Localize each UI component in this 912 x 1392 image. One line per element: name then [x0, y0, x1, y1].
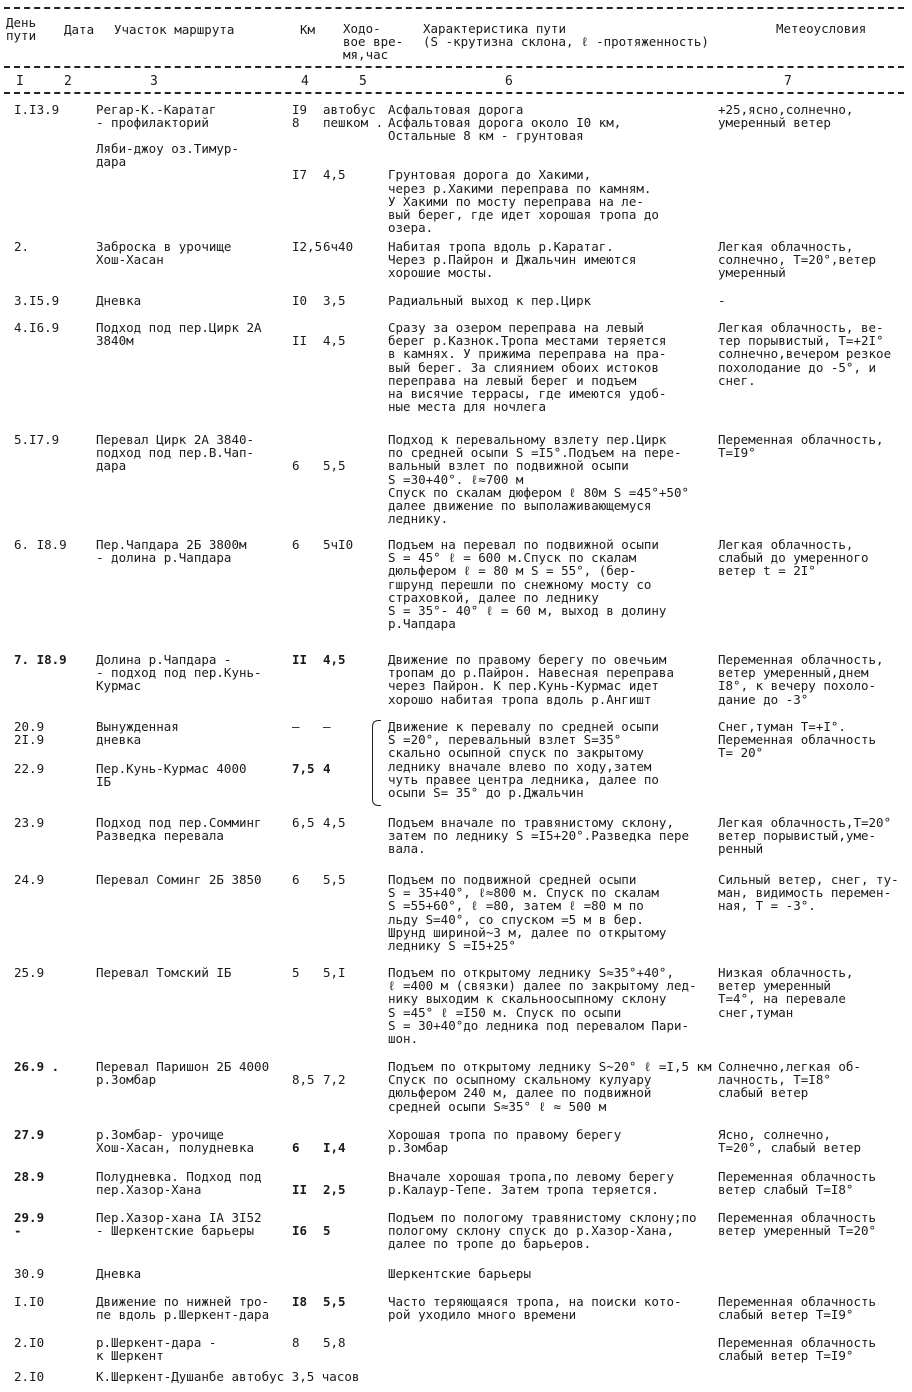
km-cell: 6	[292, 872, 300, 887]
numbers-rule	[4, 92, 904, 94]
km-cell: II	[292, 652, 308, 667]
path-characteristics-cell: Радиальный выход к пер.Цирк	[388, 293, 592, 308]
path-characteristics-cell: Хорошая тропа по правому берегу р.Зомбар	[388, 1127, 622, 1156]
time-cell: 5,5	[323, 872, 346, 887]
day-date-cell: 2.I0	[14, 1335, 45, 1350]
weather-cell: -	[718, 293, 726, 308]
time-cell: 5,5	[323, 458, 346, 474]
km-cell: 8,5	[292, 1072, 315, 1088]
day-date-cell: 23.9	[14, 815, 45, 830]
route-section-cell: Заброска в урочище Хош-Хасан	[96, 239, 232, 268]
km-cell: I8	[292, 1294, 308, 1309]
route-section-cell: р.Зомбар- урочище Хош-Хасан, полудневка	[96, 1127, 255, 1156]
path-characteristics-cell: Подход к перевальному взлету пер.Цирк по средней осыпи S =I5°.Подъем на пере- вальный взлет по подвижной осыпи S =30+40°. ℓ≈700 м Спуск по скалам дюфером ℓ 80м S =45°+50° далее движение по выполаживающемуся леднику.	[388, 432, 690, 527]
time-cell: —	[323, 719, 331, 734]
day-date-cell: 2.	[14, 239, 30, 254]
route-section-cell: Движение по нижней тро- пе вдоль р.Шеркент-дара	[96, 1294, 270, 1323]
day-date-cell: 20.9 2I.9	[14, 719, 45, 748]
km-cell: I9 8	[292, 102, 308, 131]
path-characteristics-cell: Шеркентские барьеры	[388, 1266, 531, 1281]
weather-cell: Переменная облачность, ветер умеренный,днем I8°, к вечеру похоло- дание до -3°	[718, 652, 884, 707]
route-section-cell: Долина р.Чапдара - - подход под пер.Кунь- Курмас	[96, 652, 262, 694]
weather-cell: Ясно, солнечно, Т=20°, слабый ветер	[718, 1127, 861, 1156]
day-date-cell: 5.I7.9	[14, 432, 60, 447]
weather-cell: Легкая облачность,Т=20° ветер порывистый,уме- ренный	[718, 815, 892, 857]
path-characteristics-cell: Движение по правому берегу по овечьим тропам до р.Пайрон. Навесная переправа через Пайрон. К пер.Кунь-Курмас идет хорошо набитая тропа вдоль р.Ангишт	[388, 652, 674, 707]
route-section-cell: Перевал Цирк 2А 3840- подход под пер.В.Чап- дара	[96, 432, 255, 474]
header-rule	[4, 66, 904, 68]
route-section-cell: К.Шеркент-Душанбе автобус 3,5 часов	[96, 1369, 360, 1384]
time-cell: 4	[323, 761, 331, 776]
route-section-cell: Дневка	[96, 293, 142, 308]
path-characteristics-cell: Подъем на перевал по подвижной осыпи S = 45° ℓ = 600 м.Спуск по скалам дюльфером ℓ = 80 м S = 55°, (бер- гшрунд перешли по снежному мосту со страховкой, далее по леднику S = 35°- 40° ℓ = 60 м, выход в долину р.Чапдара	[388, 537, 667, 632]
km-cell: II	[292, 333, 308, 349]
path-characteristics-cell: Вначале хорошая тропа,по левому берегу р.Калаур-Тепе. Затем тропа теряется.	[388, 1169, 674, 1198]
col-number-7: 7	[784, 74, 792, 89]
day-date-cell: 4.I6.9	[14, 320, 60, 335]
weather-cell: Легкая облачность, солнечно, Т=20°,ветер умеренный	[718, 239, 877, 281]
day-date-cell: 3.I5.9	[14, 293, 60, 308]
header-day: День пути	[6, 15, 37, 43]
day-date-cell: I.I0	[14, 1294, 45, 1309]
day-date-cell: 22.9	[14, 761, 45, 776]
col-number-6: 6	[505, 74, 513, 89]
route-section-cell: Регар-К.-Каратаг - профилакторий	[96, 102, 217, 131]
weather-cell: Легкая облачность, ве- тер порывистый, Т=+2I° солнечно,вечером резкое похолодание до -5°, и снег.	[718, 320, 892, 388]
col-number-4: 4	[301, 74, 309, 89]
weather-cell: Переменная облачность, Т=I9°	[718, 432, 884, 461]
weather-cell: Переменная облачность слабый ветер Т=I9°	[718, 1294, 877, 1323]
time-cell: 3,5	[323, 293, 346, 308]
km-cell: 7,5	[292, 761, 315, 776]
route-section-cell: Пер.Кунь-Курмас 4000 IБ	[96, 761, 247, 790]
km-cell: 8	[292, 1335, 300, 1350]
weather-cell: Снег,туман Т=+I°. Переменная облачность Т= 20°	[718, 719, 877, 761]
header-date: Дата	[64, 22, 95, 37]
time-cell: 5,5	[323, 1294, 346, 1309]
time-cell: 5,8	[323, 1335, 346, 1350]
route-section-cell: Полудневка. Подход под пер.Хазор-Хана	[96, 1169, 262, 1198]
header-section: Участок маршрута	[114, 22, 235, 37]
path-characteristics-cell: Грунтовая дорога до Хакими, через р.Хакими переправа по камням. У Хакими по мосту переправа на ле- вый берег, где идет хорошая тропа до озера.	[388, 167, 659, 236]
route-section-cell: Подход под пер.Сомминг Разведка перевала	[96, 815, 262, 844]
day-date-cell: 27.9	[14, 1127, 45, 1142]
day-date-cell: I.I3.9	[14, 102, 60, 117]
header-characteristics: Характеристика пути (S -крутизна склона, ℓ -протяженность)	[423, 21, 709, 49]
km-cell: I0	[292, 293, 308, 308]
route-section-cell: Пер.Чапдара 2Б 3800м - долина р.Чапдара	[96, 537, 247, 566]
day-date-cell: 26.9 .	[14, 1059, 60, 1074]
km-cell: 6,5	[292, 815, 315, 830]
path-characteristics-cell: Часто теряющаяся тропа, на поиски кото- рой уходило много времени	[388, 1294, 682, 1323]
km-cell: 5	[292, 965, 300, 980]
path-characteristics-cell: Набитая тропа вдоль р.Каратаг. Через р.Пайрон и Джальчин имеются хорошие мосты.	[388, 239, 637, 281]
route-section-cell: р.Шеркент-дара - к Шеркент	[96, 1335, 217, 1364]
day-date-cell: 6. I8.9	[14, 537, 67, 552]
path-characteristics-cell: Движение к перевалу по средней осыпи S =20°, перевальный взлет S=35° скально осыпной спуск по закрытому леднику вначале влево по ходу,затем чуть правее центра ледника, далее по осыпи S= 35° до р.Джальчин	[388, 719, 659, 801]
path-characteristics-cell: Сразу за озером переправа на левый берег р.Казнок.Тропа местами теряется в камнях. У прижима переправа на пра- вый берег. За слиянием обоих истоков переправа на левый берег и подъем на висячие террасы, где имеются удоб- ные места для ночлега	[388, 320, 667, 415]
km-cell: —	[292, 719, 300, 734]
path-characteristics-cell: Подъем по открытому леднику S~20° ℓ =I,5 км Спуск по осыпному скальному кулуару дюльфером 240 м, далее по подвижной средней осыпи S≈35° ℓ ≈ 500 м	[388, 1059, 712, 1114]
col-number-3: 3	[150, 74, 158, 89]
time-cell: 4,5	[323, 167, 346, 183]
time-cell: 4,5	[323, 333, 346, 349]
header-km: Км	[300, 22, 316, 37]
day-date-cell: 30.9	[14, 1266, 45, 1281]
time-cell: 7,2	[323, 1072, 346, 1088]
route-section-cell: Подход под пер.Цирк 2А 3840м	[96, 320, 262, 349]
km-cell: 6	[292, 1140, 300, 1156]
time-cell: 5чI0	[323, 537, 354, 552]
weather-cell: Переменная облачность слабый ветер Т=I9°	[718, 1335, 877, 1364]
time-cell: 5	[323, 1223, 331, 1239]
weather-cell: Солнечно,легкая об- лачность, Т=I8° слабый ветер	[718, 1059, 861, 1101]
weather-cell: Переменная облачность ветер слабый Т=I8°	[718, 1169, 877, 1198]
time-cell: автобус пешком .	[323, 102, 384, 131]
route-section-cell: Вынужденная дневка	[96, 719, 179, 748]
day-date-cell: 29.9 -	[14, 1210, 45, 1239]
col-number-1: I	[16, 74, 24, 89]
weather-cell: +25,ясно,солнечно, умеренный ветер	[718, 102, 854, 131]
time-cell: 5,I	[323, 965, 346, 980]
route-section-cell: Дневка	[96, 1266, 142, 1281]
path-characteristics-cell: Подъем по пологому травянистому склону;по пологому склону спуск до р.Хазор-Хана, далее по тропе до барьеров.	[388, 1210, 697, 1252]
km-cell: 6	[292, 458, 300, 474]
col-number-2: 2	[64, 74, 72, 89]
km-cell: I7	[292, 167, 308, 183]
header-weather: Метеоусловия	[776, 21, 867, 36]
col-number-5: 5	[359, 74, 367, 89]
weather-cell: Переменная облачность ветер умеренный Т=20°	[718, 1210, 877, 1239]
path-characteristics-cell: Асфальтовая дорога Асфальтовая дорога около I0 км, Остальные 8 км - грунтовая	[388, 102, 622, 144]
day-date-cell: 2.I0	[14, 1369, 45, 1384]
km-cell: 6	[292, 537, 300, 552]
route-section-cell: Перевал Томский IБ	[96, 965, 232, 980]
time-cell: 2,5	[323, 1182, 346, 1198]
time-cell: 4,5	[323, 815, 346, 830]
route-section-cell: Ляби-джоу оз.Тимур- дара	[96, 141, 239, 170]
day-date-cell: 7. I8.9	[14, 652, 67, 667]
day-date-cell: 25.9	[14, 965, 45, 980]
weather-cell: Низкая облачность, ветер умеренный Т=4°, на перевале снег,туман	[718, 965, 854, 1020]
km-cell: II	[292, 1182, 308, 1198]
time-cell: I,4	[323, 1140, 346, 1156]
time-cell: 4,5	[323, 652, 346, 667]
top-rule	[4, 7, 904, 9]
time-cell: 6ч40	[323, 239, 354, 254]
route-section-cell: Пер.Хазор-хана IА 3I52 - Шеркентские барьеры	[96, 1210, 262, 1239]
path-characteristics-cell: Подъем по подвижной средней осыпи S = 35+40°, ℓ≈800 м. Спуск по скалам S =55+60°, ℓ =80, затем ℓ =80 м по льду S=40°, со спуском =5 м в бер. Шрунд шириной~3 м, далее по открытому леднику S =I5+25°	[388, 872, 667, 954]
route-section-cell: Перевал Паришон 2Б 4000 р.Зомбар	[96, 1059, 270, 1088]
path-characteristics-cell: Подъем по открытому леднику S≈35°+40°, ℓ =400 м (связки) далее по закрытому лед- нику выходим к скальноосыпному склону S =45° ℓ =I50 м. Спуск по осыпи S = 30+40°до ледника под перевалом Пари- шон.	[388, 965, 697, 1047]
km-cell: I2,5	[292, 239, 323, 254]
weather-cell: Сильный ветер, снег, ту- ман, видимость перемен- ная, Т = -3°.	[718, 872, 899, 914]
day-date-cell: 24.9	[14, 872, 45, 887]
path-characteristics-cell: Подъем вначале по травянистому склону, затем по леднику S =I5+20°.Разведка пере вала.	[388, 815, 690, 857]
day-date-cell: 28.9	[14, 1169, 45, 1184]
route-section-cell: Перевал Соминг 2Б 3850	[96, 872, 262, 887]
km-cell: I6	[292, 1223, 308, 1239]
weather-cell: Легкая облачность, слабый до умеренного ветер t = 2I°	[718, 537, 869, 579]
header-time: Ходо- вое вре- мя,час	[343, 21, 404, 62]
